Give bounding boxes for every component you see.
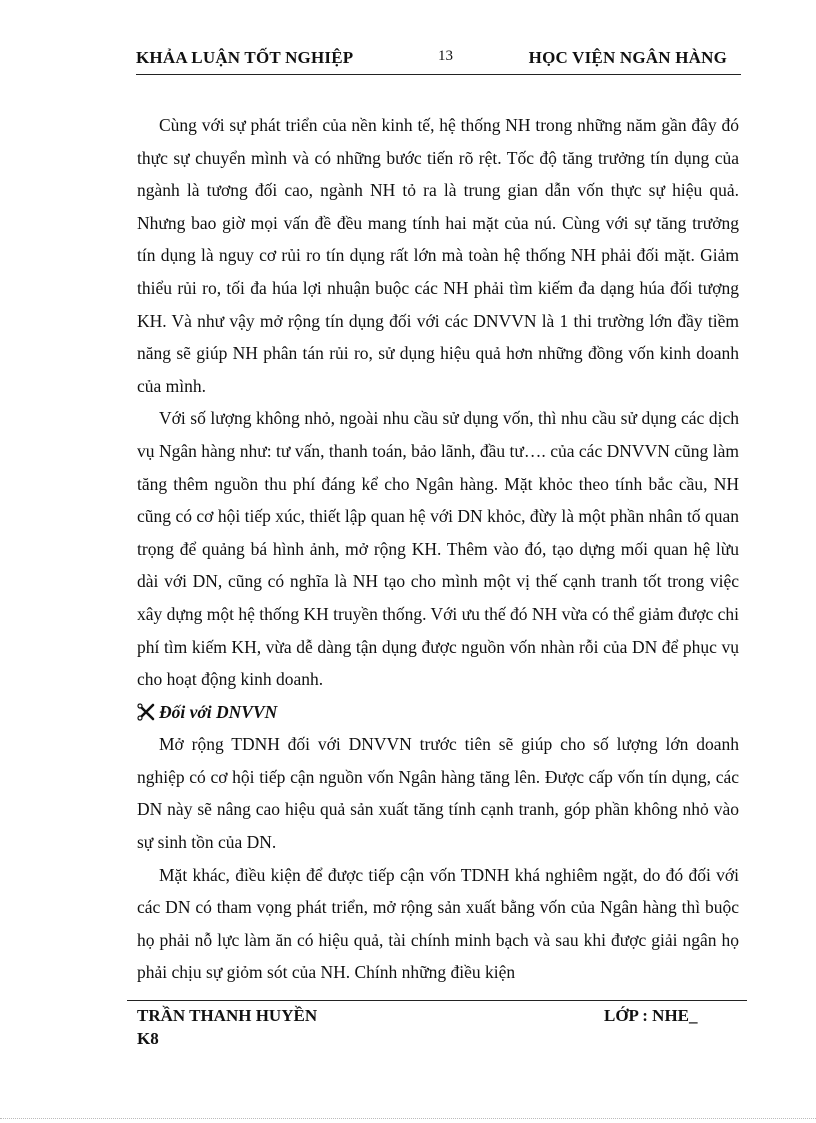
section-heading-text: Đối với DNVVN: [159, 701, 278, 722]
page-number: 13: [438, 48, 453, 64]
section-heading: [137, 696, 739, 729]
footer-divider: [127, 1000, 747, 1001]
document-body: [137, 109, 739, 989]
scissors-cross-icon: [137, 703, 155, 721]
paragraph: Mở rộng TDNH đối với DNVVN trước tiên sẽ giúp cho số lượng lớn doanh nghiệp có cơ hội tiếp cận nguồn vốn Ngân hàng tăng lên. Được cấp vốn tín dụng, các DN này sẽ nâng cao hiệu quả sản xuất tăng tính cạnh tranh, góp phần không nhỏ vào sự sinh tồn của DN.: [137, 734, 739, 853]
footer-author-name: TRẦN THANH HUYỀN: [137, 1006, 318, 1025]
header-thesis-title: KHẢA LUẬN TỐT NGHIỆP: [136, 48, 354, 67]
header-divider: [136, 74, 741, 75]
paragraph: Với số lượng không nhỏ, ngoài nhu cầu sử dụng vốn, thì nhu cầu sử dụng các dịch vụ Ngân hàng như: tư vấn, thanh toán, bảo lãnh, đầu tư…. của các DNVVN cũng làm tăng thêm nguồn thu phí đáng kể cho Ngân hàng. Mặt khỏc theo tính bắc cầu, NH cũng có cơ hội tiếp xúc, thiết lập quan hệ với DN khỏc, đừy là một phần nhân tố quan trọng để quảng bá hình ảnh, mở rộng KH. Thêm vào đó, tạo dựng mối quan hệ lừu dài với DN, cũng có nghĩa là NH tạo cho mình một vị thế cạnh tranh tốt trong việc xây dựng một hệ thống KH truyền thống. Với ưu thế đó NH vừa có thể giảm được chi phí tìm kiếm KH, vừa dễ dàng tận dụng được nguồn vốn nhàn rỗi của DN để phục vụ cho hoạt động kinh doanh.: [137, 408, 739, 690]
page-edge: [0, 1118, 816, 1119]
page-header: [136, 48, 741, 74]
header-institution: HỌC VIỆN NGÂN HÀNG: [528, 48, 727, 67]
paragraph: Cùng với sự phát triển của nền kinh tế, hệ thống NH trong những năm gần đây đó thực sự chuyển mình và có những bước tiến rõ rệt. Tốc độ tăng trưởng tín dụng của ngành là tương đối cao, ngành NH tỏ ra là trung gian dẫn vốn thực sự hiệu quả. Nhưng bao giờ mọi vấn đề đều mang tính hai mặt của nú. Cùng với sự tăng trưởng tín dụng là nguy cơ rủi ro tín dụng rất lớn mà toàn hệ thống NH phải đối mặt. Giảm thiểu rủi ro, tối đa húa lợi nhuận buộc các NH phải tìm kiếm đa dạng húa đối tượng KH. Và như vậy mở rộng tín dụng đối với các DNVVN là 1 thi trường lớn đầy tiềm năng sẽ giúp NH phân tán rủi ro, sử dụng hiệu quả hơn những đồng vốn kinh doanh của mình.: [137, 115, 739, 396]
paragraph: Mặt khác, điều kiện để được tiếp cận vốn TDNH khá nghiêm ngặt, do đó đối với các DN có tham vọng phát triển, mở rộng sản xuất bằng vốn của Ngân hàng thì buộc họ phải nỗ lực làm ăn có hiệu quả, tài chính minh bạch và sau khi được giải ngân họ phải chịu sự giỏm sót của NH. Chính những điều kiện: [137, 864, 739, 983]
footer-class-suffix: K8: [137, 1029, 159, 1048]
footer-class-label: LỚP : NHE_: [604, 1006, 698, 1025]
